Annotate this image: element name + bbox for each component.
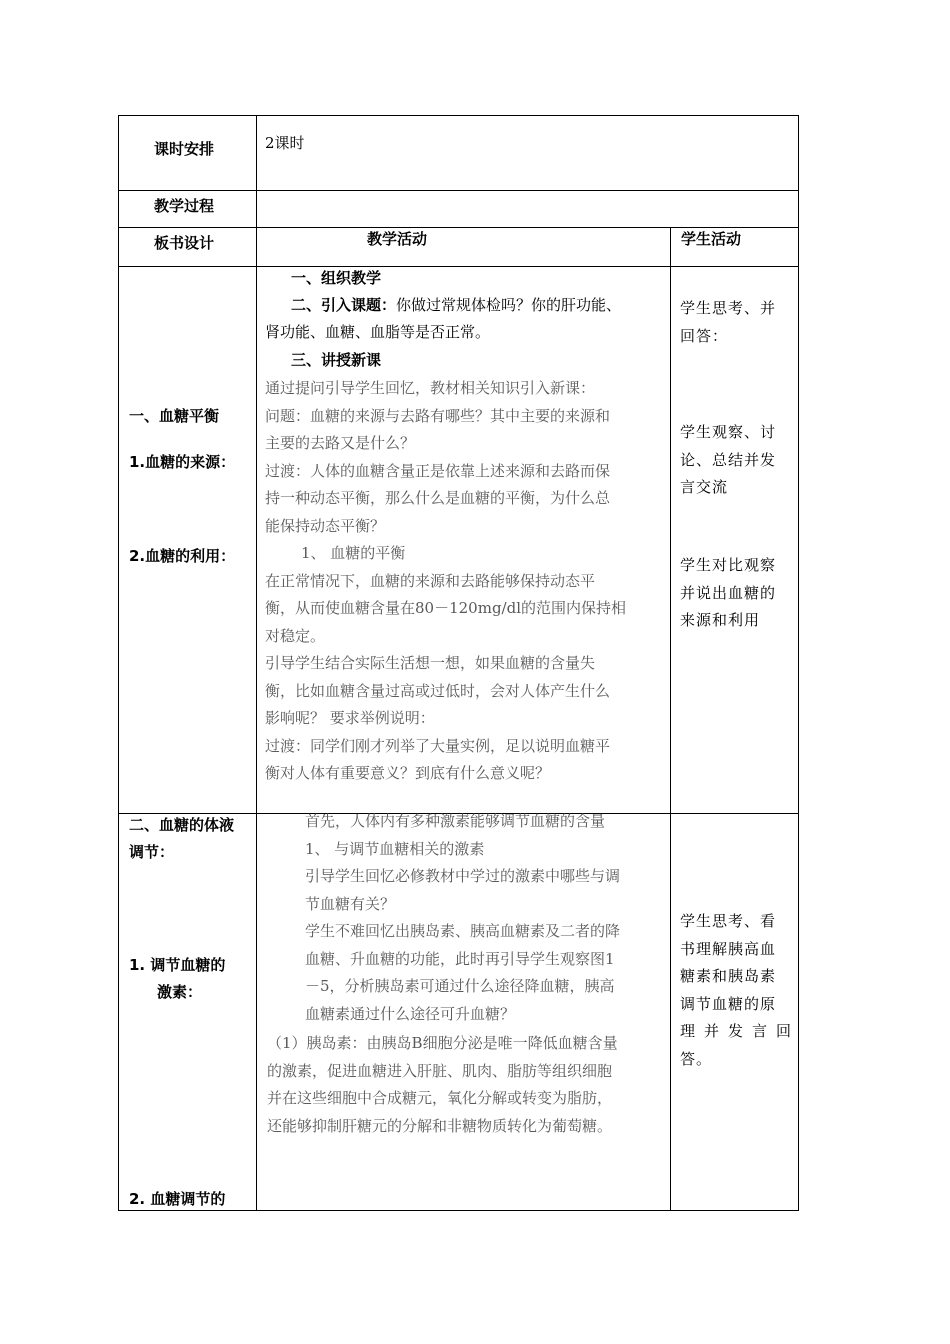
section2-student-cell <box>671 814 799 1211</box>
board-header: 板书设计 <box>154 234 215 252</box>
section2-board-cell <box>119 814 257 1211</box>
schedule-label-cell <box>119 116 257 191</box>
section1-heading-organize: 一、组织教学 <box>291 269 382 287</box>
teach-line: 过渡：人体的血糖含量正是依靠上述来源和去路而保 <box>265 461 611 480</box>
schedule-value: 2课时 <box>265 134 305 152</box>
teach-line: （1）胰岛素：由胰岛B细胞分泌是唯一降低血糖含量 <box>267 1034 618 1052</box>
teach-line: 衡对人体有重要意义？到底有什么意义呢？ <box>265 764 551 782</box>
section2-teach-body-b <box>267 1030 618 1140</box>
teach-line: 血糖素通过什么途径可升血糖？ <box>305 1004 516 1023</box>
section2-board-item2: 2. 血糖调节的 <box>129 1190 226 1208</box>
teach-line: 对稳定。 <box>265 626 326 645</box>
process-row <box>119 191 799 228</box>
teach-header: 教学活动 <box>367 230 428 248</box>
teach-line: －5，分析胰岛素可通过什么途径降血糖，胰高 <box>305 977 615 995</box>
section1-board-item1: 1.血糖的来源： <box>129 453 236 471</box>
teach-subheading: 1、 血糖的平衡 <box>301 544 406 562</box>
lesson-plan-table <box>118 115 799 1211</box>
section2-row <box>119 814 799 1211</box>
teach-line: 影响呢？ 要求举例说明： <box>265 709 435 727</box>
teach-header-cell <box>257 228 671 267</box>
section2-board-item1: 1. 调节血糖的 <box>129 956 226 974</box>
section2-teach-body-a <box>305 808 620 1028</box>
student-block-2: 学生观察、讨 论、总结并发 言交流 <box>680 423 777 496</box>
process-label-cell <box>119 191 257 228</box>
section1-board-cell <box>119 267 257 814</box>
board-header-cell <box>119 228 257 267</box>
teach-subheading: 1、 与调节血糖相关的激素 <box>305 839 485 858</box>
student-header: 学生活动 <box>681 230 742 248</box>
section1-heading-teach: 三、讲授新课 <box>291 351 382 369</box>
student-header-cell <box>671 228 799 267</box>
student-block-3: 学生对比观察 并说出血糖的 来源和利用 <box>680 556 777 629</box>
column-header-row <box>119 228 799 267</box>
teach-line: 持一种动态平衡，那么什么是血糖的平衡，为什么总 <box>265 489 611 507</box>
teach-line: 并在这些细胞中合成糖元，氧化分解或转变为脂肪， <box>267 1089 613 1107</box>
student-block-1: 学生思考、并 回答： <box>680 299 777 345</box>
section1-board-item2: 2.血糖的利用： <box>129 547 236 565</box>
process-label: 教学过程 <box>154 197 215 215</box>
section1-board-title: 一、血糖平衡 <box>129 407 220 425</box>
schedule-row <box>119 116 799 191</box>
teach-line: 的激素，促进血糖进入肝脏、肌肉、脂肪等组织细胞 <box>267 1061 613 1080</box>
teach-line: 能保持动态平衡？ <box>265 516 386 535</box>
teach-line: 衡，从而使血糖含量在80－120mg/dl的范围内保持相 <box>265 599 626 617</box>
teach-line: 血糖、升血糖的功能，此时再引导学生观察图1 <box>305 949 615 968</box>
student-block-4: 学生思考、看 书理解胰高血 糖素和胰岛素 调节血糖的原 理并发言回 答。 <box>680 912 801 1068</box>
teach-line: 引导学生结合实际生活想一想，如果血糖的含量失 <box>265 654 596 672</box>
section1-row <box>119 267 799 814</box>
teach-line: 衡，比如血糖含量过高或过低时，会对人体产生什么 <box>265 681 611 700</box>
section1-student-cell <box>671 267 799 814</box>
teach-line: 主要的去路又是什么？ <box>265 434 416 452</box>
teach-line: 首先，人体内有多种激素能够调节血糖的含量 <box>305 812 606 830</box>
section2-board-title-line2: 调节： <box>129 843 175 861</box>
section1-teach-body <box>265 375 626 788</box>
section1-heading-intro: 二、引入课题：你做过常规体检吗？你的肝功能、 <box>291 296 622 314</box>
section1-teach-cell <box>257 267 671 814</box>
teach-line: 引导学生回忆必修教材中学过的激素中哪些与调 <box>305 867 621 885</box>
teach-line: 通过提问引导学生回忆，教材相关知识引入新课： <box>265 379 596 397</box>
teach-line: 问题：血糖的来源与去路有哪些？其中主要的来源和 <box>265 406 611 425</box>
schedule-label: 课时安排 <box>154 140 215 158</box>
section2-teach-cell <box>257 814 671 1211</box>
teach-line: 节血糖有关？ <box>305 894 396 913</box>
schedule-value-cell <box>257 116 799 191</box>
section2-board-title: 二、血糖的体液 <box>129 816 235 834</box>
teach-line: 在正常情况下，血糖的来源和去路能够保持动态平 <box>265 571 596 590</box>
process-value-cell <box>257 191 799 228</box>
teach-line: 学生不难回忆出胰岛素、胰高血糖素及二者的降 <box>305 922 621 940</box>
section1-intro-line2: 肾功能、血糖、血脂等是否正常。 <box>265 323 491 341</box>
teach-line: 还能够抑制肝糖元的分解和非糖物质转化为葡萄糖。 <box>267 1116 613 1135</box>
section2-board-item1-line2: 激素： <box>157 983 203 1001</box>
teach-line: 过渡：同学们刚才列举了大量实例，足以说明血糖平 <box>265 736 611 755</box>
